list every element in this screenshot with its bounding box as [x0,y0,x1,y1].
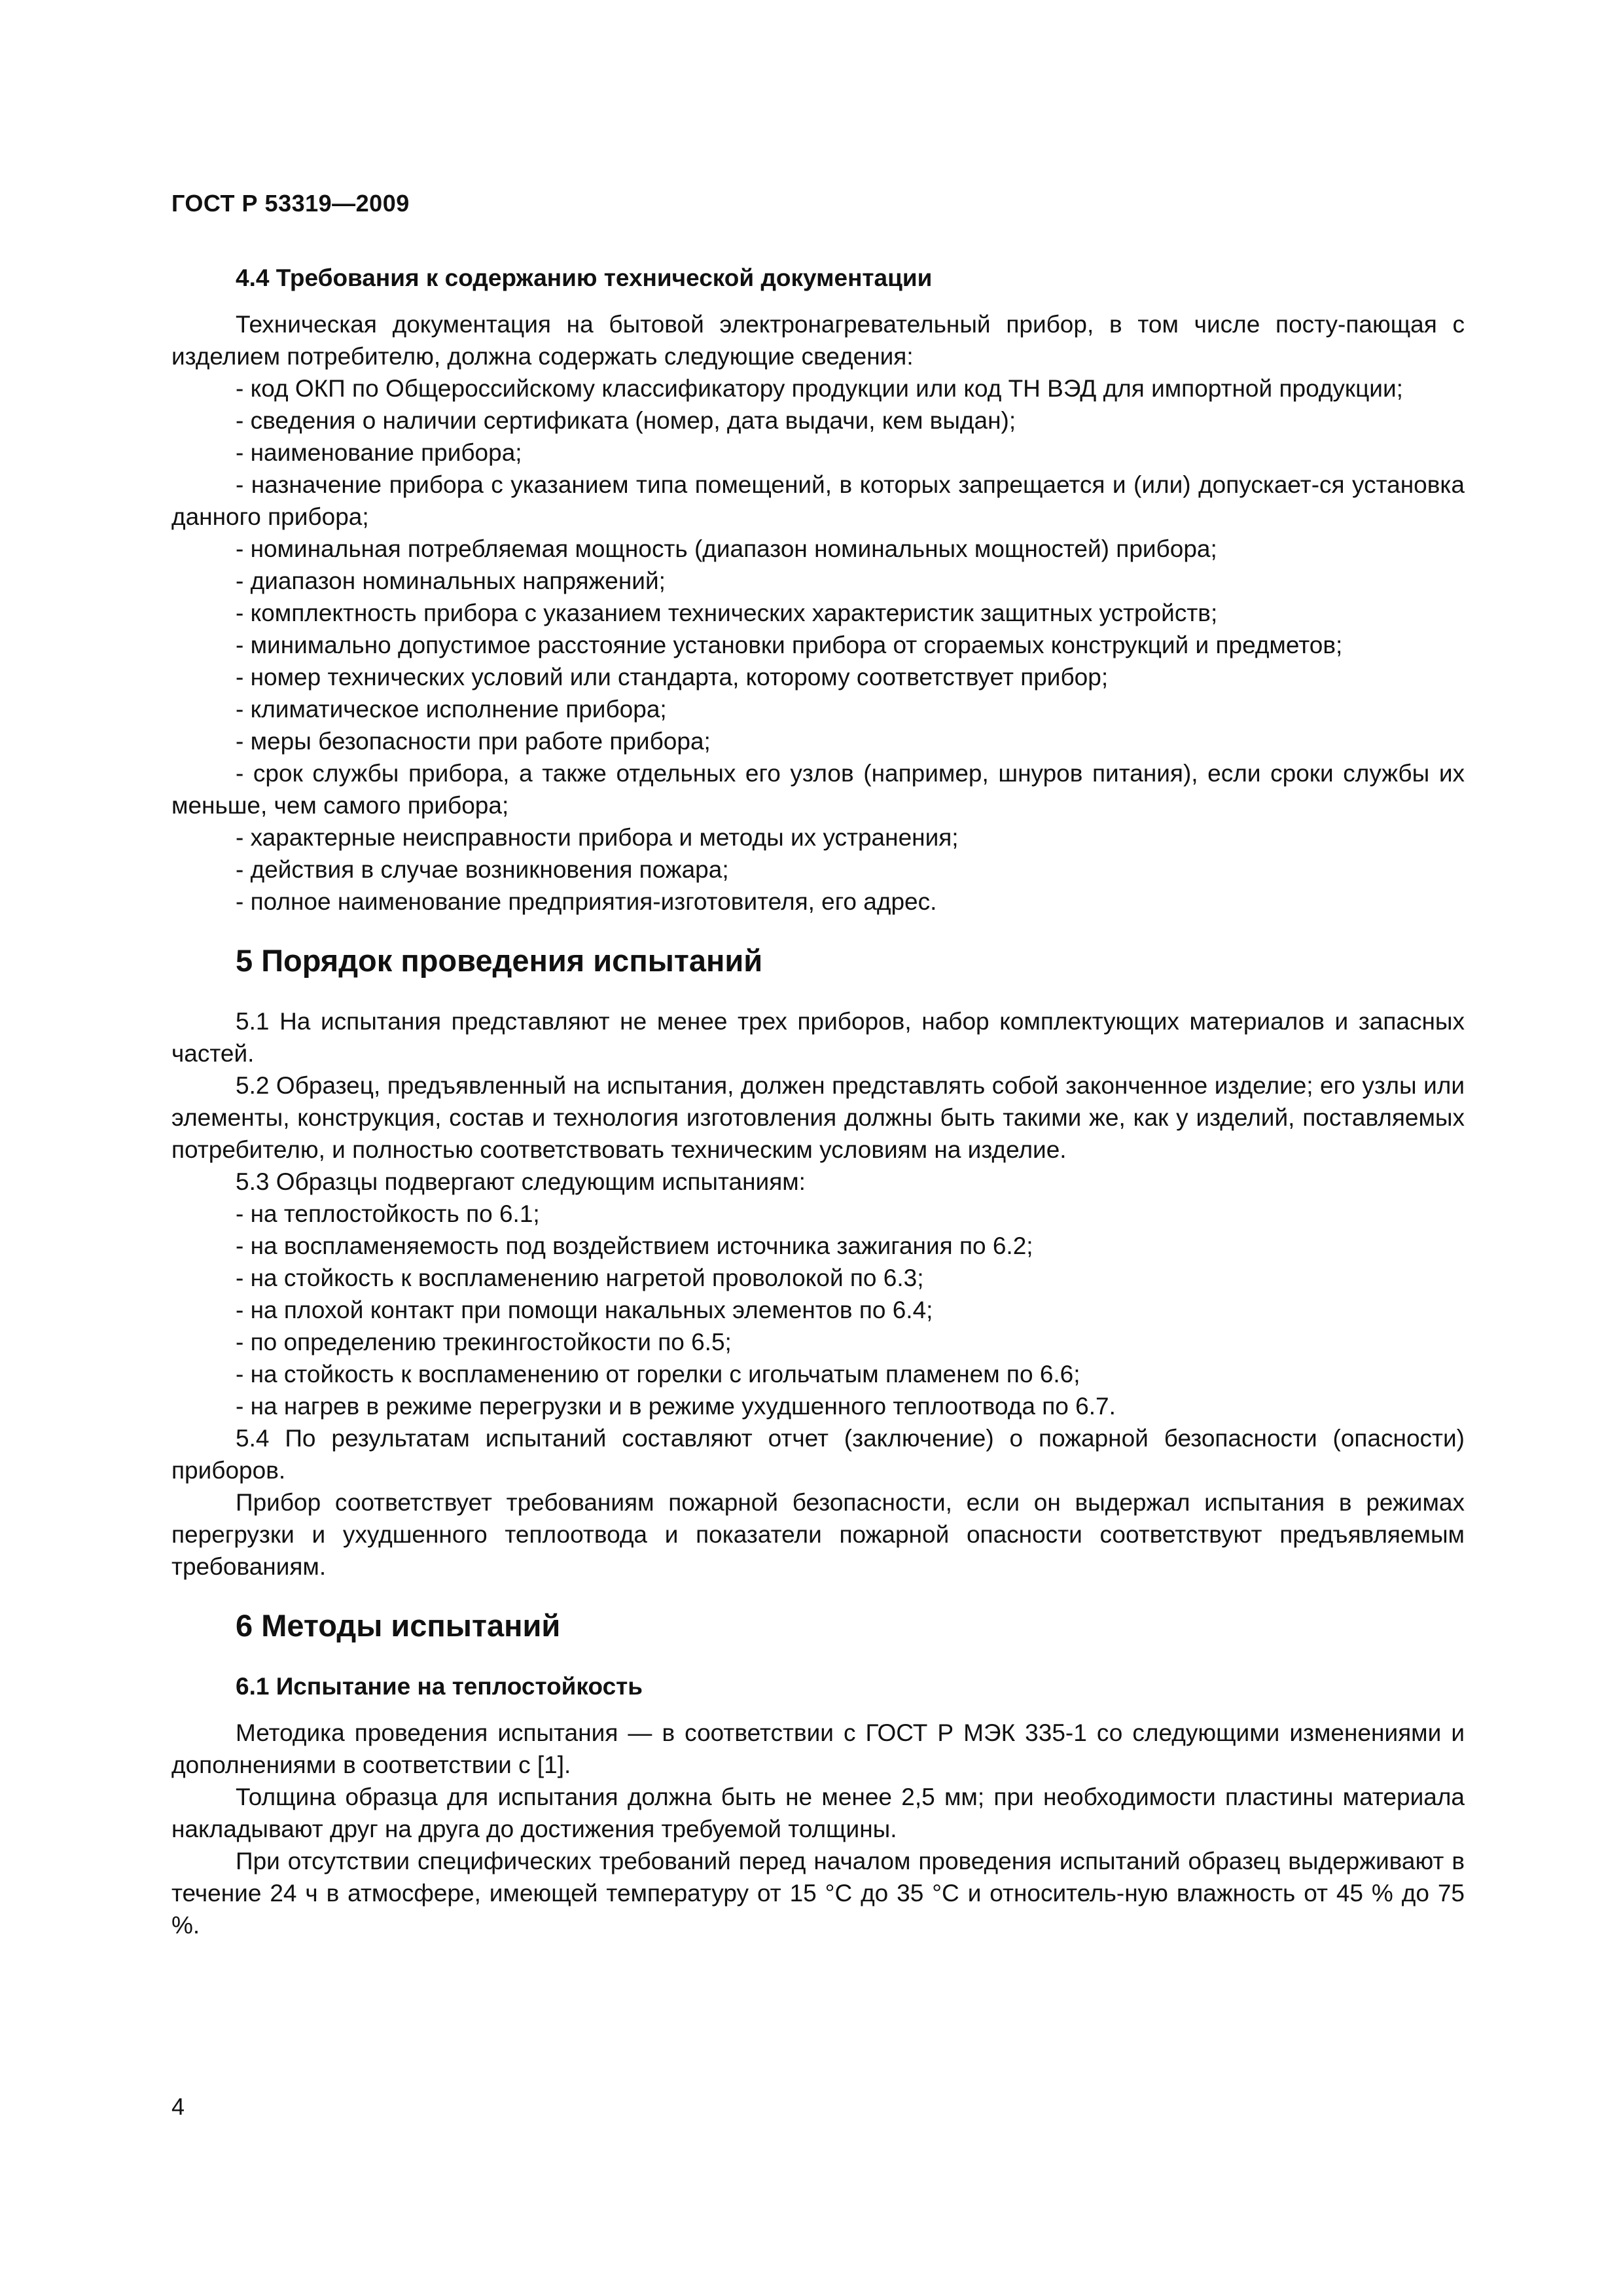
document-header-title: ГОСТ Р 53319—2009 [171,190,410,217]
section-4-4-heading: 4.4 Требования к содержанию технической документации [236,264,933,291]
doc-requirement-item: - диапазон номинальных напряжений; [236,567,666,594]
paragraph-5-3: 5.3 Образцы подвергают следующим испытаниям: [236,1168,806,1195]
test-list-item: - на нагрев в режиме перегрузки и в режиме ухудшенного теплоотвода по 6.7. [236,1393,1116,1420]
section-6-1-heading: 6.1 Испытание на теплостойкость [236,1673,643,1700]
paragraph-5-4: 5.4 По результатам испытаний составляют отчет (заключение) о пожарной безопасности (опасности) приборов. [171,1425,1465,1484]
doc-requirement-item: - комплектность прибора с указанием технических характеристик защитных устройств; [236,600,1218,626]
document-page [171,0,1465,2296]
test-list-item: - на плохой контакт при помощи накальных элементов по 6.4; [236,1297,933,1323]
doc-requirement-item: - срок службы прибора, а также отдельных его узлов (например, шнуров питания), если сроки службы их меньше, чем самого прибора; [171,760,1465,819]
test-list-item: - по определению трекингостойкости по 6.5; [236,1329,732,1355]
doc-requirement-item: - полное наименование предприятия-изготовителя, его адрес. [236,888,937,915]
paragraph-conformity: Прибор соответствует требованиям пожарной безопасности, если он выдержал испытания в режимах перегрузки и ухудшенного теплоотвода и показатели пожарной опасности соответствуют предъявляемым требованиям. [171,1489,1465,1580]
doc-requirement-item: - номинальная потребляемая мощность (диапазон номинальных мощностей) прибора; [236,535,1217,562]
document-content [171,262,1465,1941]
section-4-4-intro: Техническая документация на бытовой электронагревательный прибор, в том числе посту-пающая с изделием потребителю, должна содержать следующие сведения: [171,311,1465,370]
doc-requirement-item: - минимально допустимое расстояние установки прибора от сгораемых конструкций и предметов; [236,632,1343,658]
section-5-heading: 5 Порядок проведения испытаний [236,943,763,978]
doc-requirement-item: - сведения о наличии сертификата (номер, дата выдачи, кем выдан); [236,407,1016,434]
paragraph-5-2: 5.2 Образец, предъявленный на испытания, должен представлять собой законченное изделие; его узлы или элементы, конструкция, состав и технология изготовления должны быть такими же, как у изделий, поставляемых потребителю, и полностью соответствовать техническим условиям на изделие. [171,1072,1465,1163]
doc-requirement-item: - меры безопасности при работе прибора; [236,728,711,755]
paragraph-6-1-thickness: Толщина образца для испытания должна быть не менее 2,5 мм; при необходимости пластины материала накладывают друг на друга до достижения требуемой толщины. [171,1784,1465,1842]
paragraph-6-1-conditioning: При отсутствии специфических требований перед началом проведения испытаний образец выдерживают в течение 24 ч в атмосфере, имеющей температуру от 15 °С до 35 °С и относитель-ную влажность от 45 % до 75 %. [171,1848,1465,1939]
doc-requirement-item: - код ОКП по Общероссийскому классификатору продукции или код ТН ВЭД для импортной продукции; [236,375,1403,402]
test-list-item: - на стойкость к воспламенению от горелки с игольчатым пламенем по 6.6; [236,1361,1080,1388]
section-6-heading: 6 Методы испытаний [236,1608,561,1643]
doc-requirement-item: - назначение прибора с указанием типа помещений, в которых запрещается и (или) допускает-ся установка данного прибора; [171,471,1465,530]
page-number: 4 [171,2093,185,2120]
paragraph-5-1: 5.1 На испытания представляют не менее трех приборов, набор комплектующих материалов и запасных частей. [171,1008,1465,1067]
test-list-item: - на теплостойкость по 6.1; [236,1200,540,1227]
paragraph-6-1-method: Методика проведения испытания — в соответствии с ГОСТ Р МЭК 335-1 со следующими изменениями и дополнениями в соответствии с [1]. [171,1719,1465,1778]
doc-requirement-item: - климатическое исполнение прибора; [236,696,667,723]
test-list-item: - на воспламеняемость под воздействием источника зажигания по 6.2; [236,1232,1033,1259]
doc-requirement-item: - действия в случае возникновения пожара; [236,856,729,883]
doc-requirement-item: - наименование прибора; [236,439,522,466]
doc-requirement-item: - характерные неисправности прибора и методы их устранения; [236,824,959,851]
doc-requirement-item: - номер технических условий или стандарта, которому соответствует прибор; [236,664,1109,691]
test-list-item: - на стойкость к воспламенению нагретой проволокой по 6.3; [236,1265,924,1291]
